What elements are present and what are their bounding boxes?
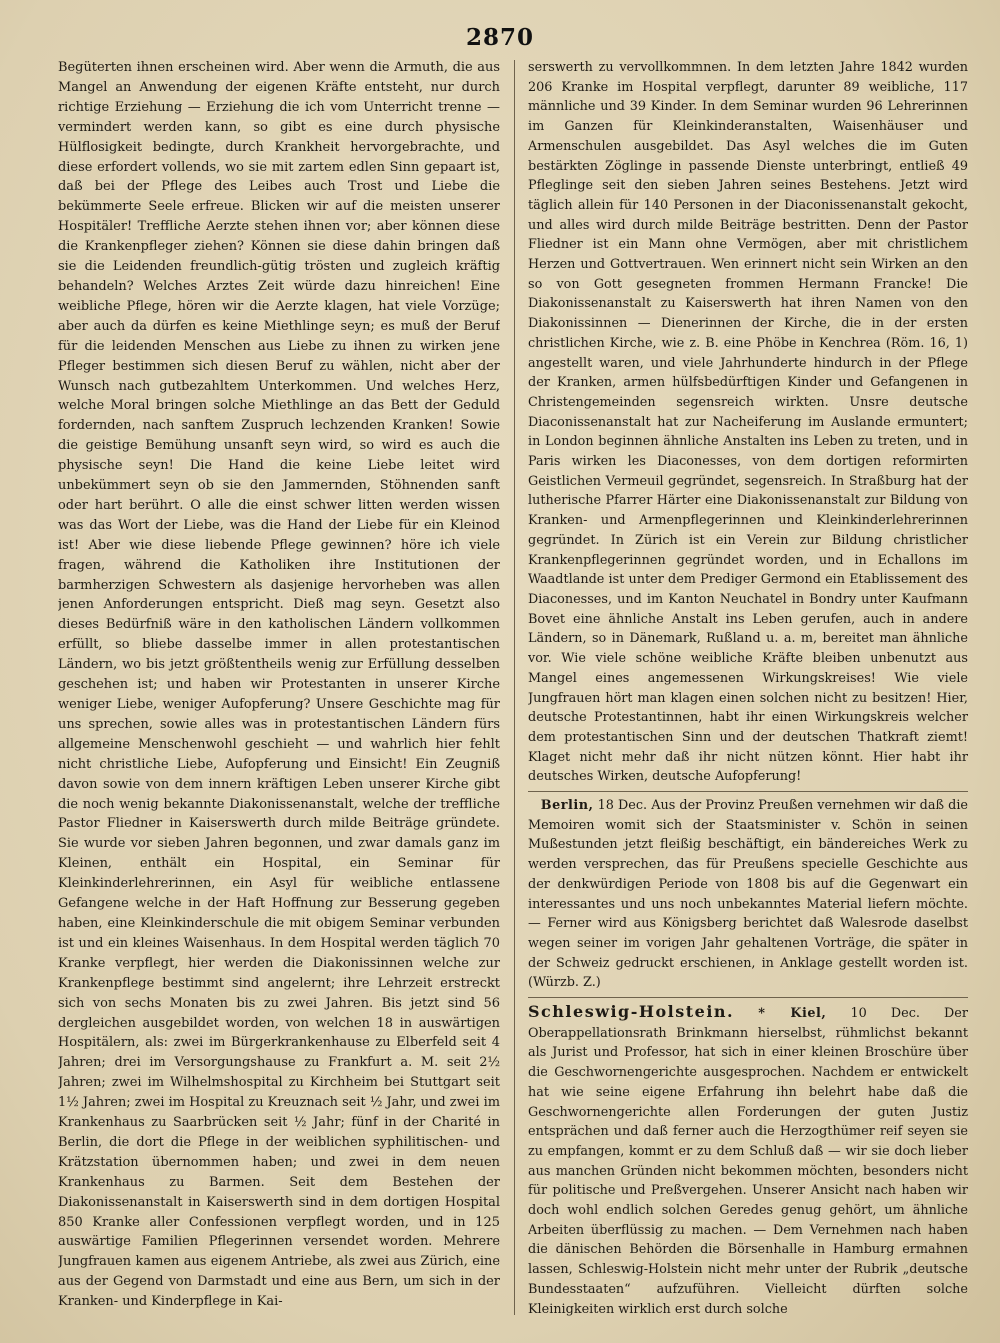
kiel-article-text: 10 Dec. Der Oberappellationsrath Brinkmann hierselbst, rühmlichst bekannt als Jurist und Professor, hat sich in einer kleinen Broschüre über die Geschwornengerichte ausgesprochen. Nachdem er entwickelt hat wie seine eigene Erfahrung ihn belehrt habe daß die Geschwornengerichte allen Forderungen der guten Justiz entsprächen und daß ferner auch die Herzogthümer reif seyen sie zu empfangen, kommt er zu dem Schluß daß — wir sie doch lieber aus manchen Gründen nicht bekommen möchten, besonders nicht für politische und Preßvergehen. Unserer Ansicht nach haben wir doch wohl endlich solchen Geredes genug gehört, um ähnliche Arbeiten überflüssig zu machen. — Dem Vernehmen nach haben die dänischen Behörden die Börsenhalle in Hamburg ermahnen lassen, Schleswig-Holstein nicht mehr unter der Rubrik „deutsche Bundesstaaten“ aufzuführen. Vielleicht dürften solche Kleinigkeiten wirklich erst durch solche xyxy=(528,1006,968,1317)
left-column xyxy=(58,58,500,1320)
column-divider xyxy=(514,60,515,1315)
kiel-dateline: * Kiel, xyxy=(758,1006,827,1022)
article-text-left: Begüterten ihnen erscheinen wird. Aber wenn die Armuth, die aus Mangel an Anwendung der eigenen Kräfte entsteht, nur durch richtige Erziehung — Erziehung die ich vom Unterricht trenne — vermindert werden kann, so gibt es eine durch physische Hülflosigkeit bedingte, durch Krankheit hervorgebrachte, und diese erfordert vollends, wo sie mit zartem edlen Sinn gepaart ist, daß bei der Pflege des Leibes auch Trost und Liebe die bekümmerte Seele erfreue. Blicken wir auf die meisten unserer Hospitäler! Treffliche Aerzte stehen ihnen vor; aber können diese die Krankenpfleger ziehen? Können sie diese dahin bringen daß sie die Leidenden freundlich-gütig trösten und zugleich kräftig behandeln? Welches Arztes Zeit würde dazu hinreichen! Eine weibliche Pflege, hören wir die Aerzte klagen, hat viele Vorzüge; aber auch da dürfen es keine Miethlinge seyn; es muß der Beruf für die leidenden Menschen aus Liebe zu ihnen zu wirken jene Pfleger bestimmen sich diesen Beruf zu wählen, nicht aber der Wunsch nach gutbezahltem Unterkommen. Und welches Herz, welche Moral bringen solche Miethlinge an das Bett der Geduld fordernden, nach sanftem Zuspruch lechzenden Kranken! Sowie die geistige Bemühung unsanft seyn wird, so wird es auch die physische seyn! Die Hand die keine Liebe leitet wird unbekümmert seyn ob sie den Jammernden, Stöhnenden sanft oder hart berührt. O alle die einst schwer litten werden wissen was das Wort der Liebe, was die Hand der Liebe für ein Kleinod ist! Aber wie diese liebende Pflege gewinnen? höre ich viele fragen, während die Katholiken ihre Institutionen der barmherzigen Schwestern als dasjenige hervorheben was allen jenen Anforderungen entspricht. Dieß mag seyn. Gesetzt also dieses Bedürfniß wäre in den katholischen Ländern vollkommen erfüllt, so bliebe dasselbe immer in allen protestantischen Ländern, wo bis jetzt größtentheils wenig zur Erfüllung desselben geschehen ist; und haben wir Protestanten in unserer Kirche weniger Liebe, weniger Aufopferung? Unsere Geschichte mag für uns sprechen, sowie alles was in protestantischen Ländern fürs allgemeine Menschenwohl geschieht — und wahrlich hier fehlt nicht christliche Liebe, Aufopferung und Einsicht! Ein Zeugniß davon sowie von dem innern kräftigen Leben unserer Kirche gibt die noch wenig bekannte Diakonissenanstalt, welche der treffliche Pastor Fliedner in Kaiserswerth durch milde Beiträge gründete. Sie wurde vor sieben Jahren begonnen, und zwar damals ganz im Kleinen, enthält ein Hospital, ein Seminar für Kleinkinderlehrerinnen, ein Asyl für weibliche entlassene Gefangene welche in der Haft Hoffnung zur Besserung gegeben haben, eine Kleinkinderschule die mit obigem Seminar verbunden ist und ein kleines Waisenhaus. In dem Hospital werden täglich 70 Kranke verpflegt, hier werden die Diakonissinnen welche zur Krankenpflege bestimmt sind angelernt; ihre Lehrzeit erstreckt sich von sechs Monaten bis zu zwei Jahren. Bis jetzt sind 56 dergleichen ausgebildet worden, von welchen 18 in auswärtigen Hospitälern, als: zwei im Bürgerkrankenhause zu Elberfeld seit 4 Jahren; drei im Versorgungshause zu Frankfurt a. M. seit 2½ Jahren; zwei im Wilhelmshospital zu Kirchheim bei Stuttgart seit 1½ Jahren; zwei im Hospital zu Kreuznach seit ½ Jahr, und zwei im Krankenhaus zu Saarbrücken seit ½ Jahr; fünf in der Charité in Berlin, die dort die Pflege in der weiblichen syphilitischen- und Krätzstation übernommen haben; und zwei in dem neuen Krankenhaus zu Barmen. Seit dem Bestehen der Diakonissenanstalt in Kaiserswerth sind in dem dortigen Hospital 850 Kranke aller Confessionen verpflegt worden, und in 125 auswärtige Familien Pflegerinnen versendet worden. Mehrere Jungfrauen kamen aus eigenem Antriebe, als zwei aus Zürich, eine aus der Gegend von Darmstadt und eine aus Bern, um sich in der Kranken- und Kinderpflege in Kai- xyxy=(58,60,500,1310)
region-heading: Schleswig-Holstein. xyxy=(528,1002,735,1022)
page-number: 2870 xyxy=(465,24,534,51)
right-column xyxy=(528,58,968,1320)
section-separator xyxy=(528,997,968,998)
article-text-right-continued: serswerth zu vervollkommnen. In dem letzten Jahre 1842 wurden 206 Kranke im Hospital verpflegt, darunter 89 weibliche, 117 männliche und 39 Kinder. In dem Seminar wurden 96 Lehrerinnen im Ganzen für Kleinkinderanstalten, Waisenhäuser und Armenschulen ausgebildet. Das Asyl welches die im Guten bestärkten Zöglinge in passende Dienste unterbringt, entließ 49 Pfleglinge seit den sieben Jahren seines Bestehens. Jetzt wird täglich allein für 140 Personen in der Diaconissenanstalt gekocht, und alles wird durch milde Beiträge bestritten. Denn der Pastor Fliedner ist ein Mann ohne Vermögen, aber mit christlichem Herzen und Gottvertrauen. Wen erinnert nicht sein Wirken an den so von Gott gesegneten frommen Hermann Francke! Die Diakonissenanstalt zu Kaiserswerth hat ihren Namen von den Diakonissinnen — Dienerinnen der Kirche, die in der ersten christlichen Kirche, wie z. B. eine Phöbe in Kenchrea (Röm. 16, 1) angestellt waren, und viele Jahrhunderte hindurch in der Pflege der Kranken, armen hülfsbedürftigen Kinder und Gefangenen in Christengemeinden segensreich wirkten. Unsre deutsche Diaconissenanstalt hat zur Nacheiferung im Auslande ermuntert; in London beginnen ähnliche Anstalten ins Leben zu treten, und in Paris wirken les Diaconesses, von dem dortigen reformirten Geistlichen Vermeuil gegründet, segensreich. In Straßburg hat der lutherische Pfarrer Härter eine Diakonissenanstalt zur Bildung von Kranken- und Armenpflegerinnen und Kleinkinderlehrerinnen gegründet. In Zürich ist ein Verein zur Bildung christlicher Krankenpflegerinnen gegründet worden, und in Echallons im Waadtlande ist unter dem Prediger Germond ein Etablissement des Diaconesses, und im Kanton Neuchatel in Bondry unter Kaufmann Bovet eine ähnliche Anstalt ins Leben gerufen, auch in andere Ländern, so in Dänemark, Rußland u. a. m, bereitet man ähnliche vor. Wie viele schöne weibliche Kräfte bleiben unbenutzt aus Mangel eines angemessenen Wirkungskreises! Wie viele Jungfrauen hört man klagen einen solchen nicht zu besitzen! Hier, deutsche Protestantinnen, habt ihr einen Wirkungskreis welcher dem protestantischen Sinn und der deutschen Thatkraft ziemt! Klaget nicht mehr daß ihr nicht nützen könnt. Hier habt ihr deutsches Wirken, deutsche Aufopferung! xyxy=(528,60,968,785)
article-separator xyxy=(528,791,968,792)
kiel-article xyxy=(528,1002,968,1319)
berlin-article-text: 18 Dec. Aus der Provinz Preußen vernehmen wir daß die Memoiren womit sich der Staatsminister v. Schön in seinen Mußestunden jetzt fleißig beschäftigt, ein bändereiches Werk zu werden versprechen, das für Preußens specielle Geschichte aus der denkwürdigen Periode von 1808 bis auf die Gegenwart ein interessantes und uns noch unbekanntes Material liefern möchte. — Ferner wird aus Königsberg berichtet daß Walesrode daselbst wegen seiner im vorigen Jahr gehaltenen Vorträge, die später in der Schweiz gedruckt erschienen, in Anklage gestellt worden ist. (Würzb. Z.) xyxy=(528,798,968,991)
berlin-article xyxy=(528,796,968,993)
berlin-dateline: Berlin, xyxy=(540,798,594,814)
